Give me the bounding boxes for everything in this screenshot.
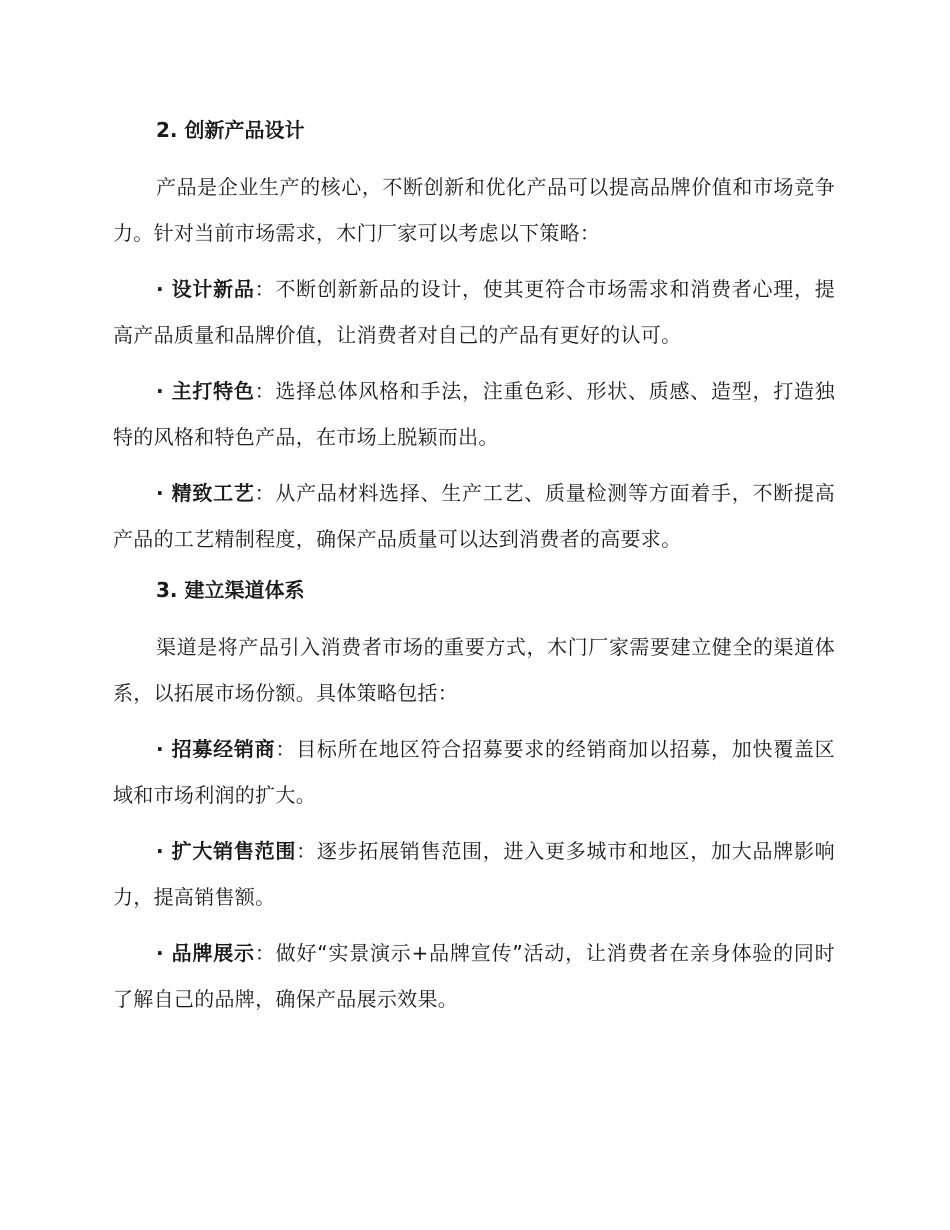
bullet-text: ：逐步拓展销售范围，进入更多城市和地区，加大品牌影响力，提高销售额。 — [113, 839, 835, 909]
bullet-lead: · 主打特色 — [156, 379, 255, 403]
bullet-text: ：目标所在地区符合招募要求的经销商加以招募，加快覆盖区域和市场利润的扩大。 — [113, 737, 835, 807]
bullet-text: ：从产品材料选择、生产工艺、质量检测等方面着手，不断提高产品的工艺精制程度，确保产品质量可以达到消费者的高要求。 — [113, 481, 835, 551]
bullet-lead: · 扩大销售范围 — [156, 839, 297, 863]
section-intro-product-design: 产品是企业生产的核心，不断创新和优化产品可以提高品牌价值和市场竞争力。针对当前市场需求，木门厂家可以考虑以下策略： — [113, 175, 835, 245]
bullet-text: ：不断创新新品的设计，使其更符合市场需求和消费者心理，提高产品质量和品牌价值，让消费者对自己的产品有更好的认可。 — [113, 277, 835, 347]
section-heading-product-design: 2. 创新产品设计 — [156, 118, 305, 142]
bullet-lead: · 品牌展示 — [156, 941, 255, 965]
bullet-text: ：做好“实景演示+品牌宣传”活动，让消费者在亲身体验的同时了解自己的品牌，确保产品展示效果。 — [113, 941, 835, 1011]
bullet-item-design-new — [113, 266, 835, 358]
bullet-text: ：选择总体风格和手法，注重色彩、形状、质感、造型，打造独特的风格和特色产品，在市场上脱颖而出。 — [113, 379, 835, 449]
document-page — [113, 112, 835, 1032]
section-intro-channel-system: 渠道是将产品引入消费者市场的重要方式，木门厂家需要建立健全的渠道体系，以拓展市场份额。具体策略包括： — [113, 635, 835, 705]
bullet-item-craft — [113, 470, 835, 562]
bullet-item-dealers — [113, 726, 835, 818]
bullet-item-brand-display — [113, 930, 835, 1022]
bullet-lead: · 设计新品 — [156, 277, 255, 301]
bullet-lead: · 招募经销商 — [156, 737, 276, 761]
section-heading-channel-system: 3. 建立渠道体系 — [156, 578, 305, 602]
bullet-item-feature — [113, 368, 835, 460]
bullet-lead: · 精致工艺 — [156, 481, 255, 505]
bullet-item-sales-range — [113, 828, 835, 920]
